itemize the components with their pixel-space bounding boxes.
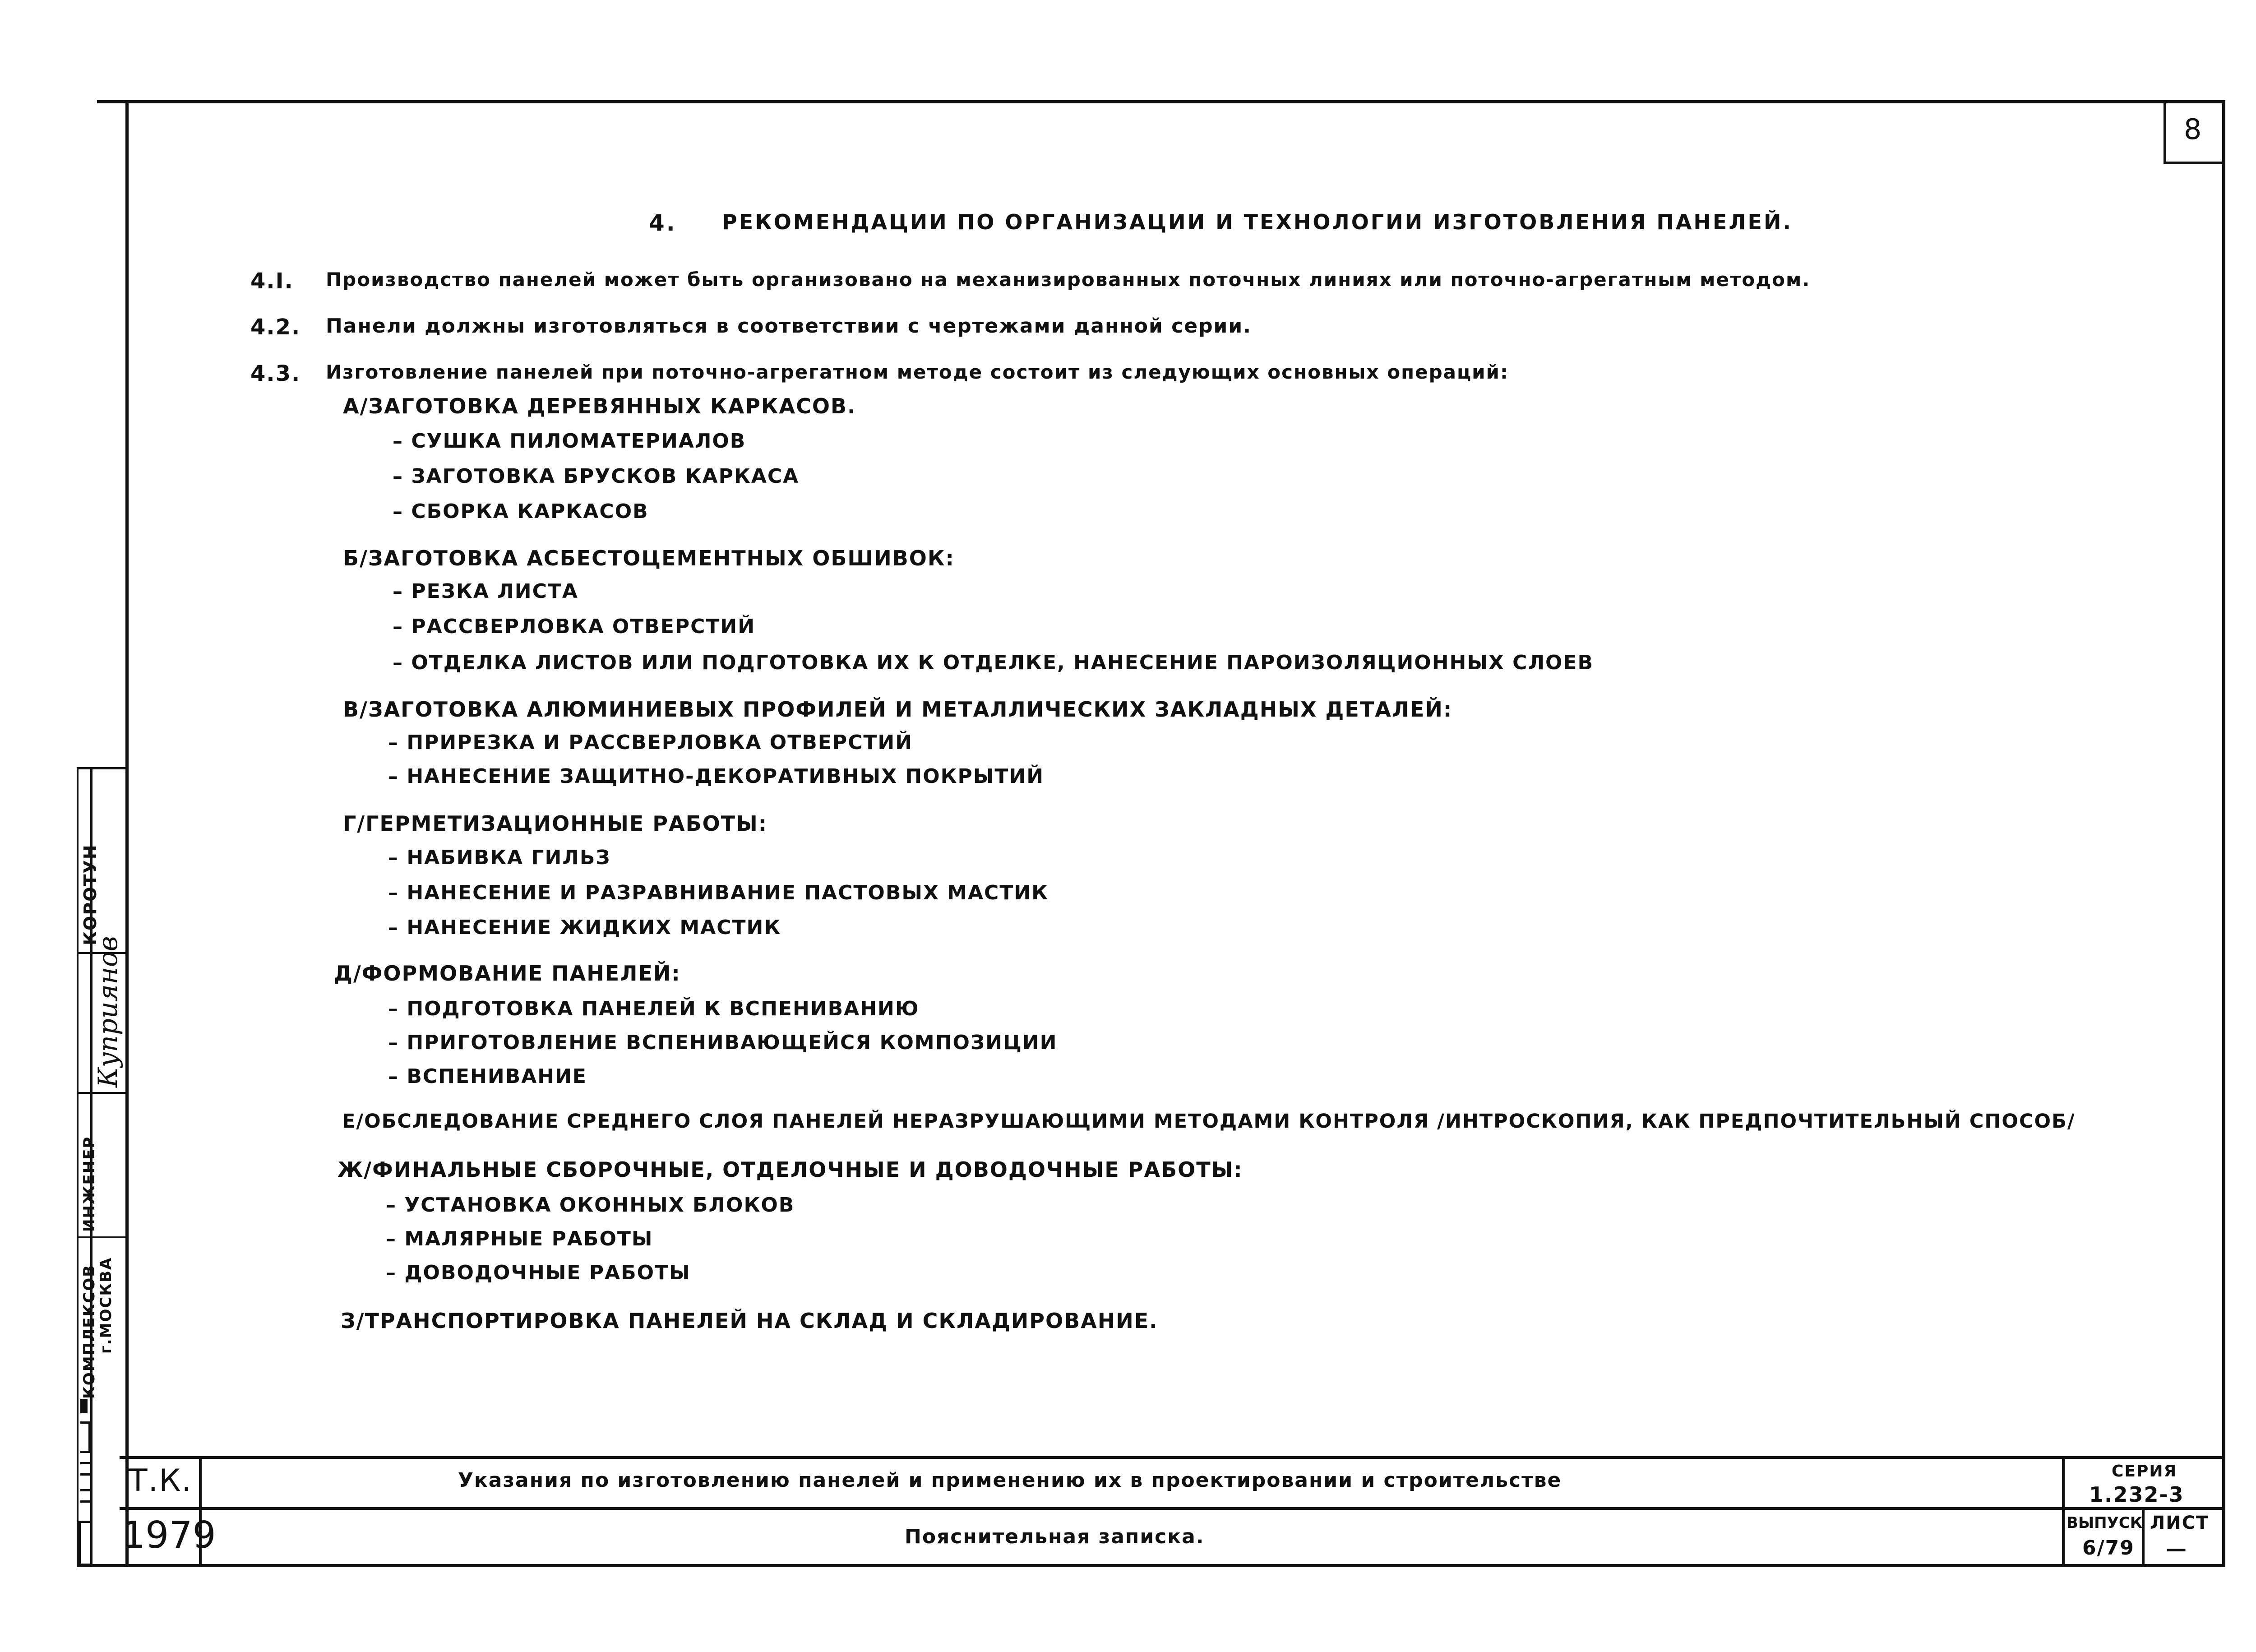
operation-b-item-2: – РАССВЕРЛОВКА ОТВЕРСТИЙ (393, 615, 756, 638)
operation-a-label: А/ЗАГОТОВКА ДЕРЕВЯННЫХ КАРКАСОВ. (343, 394, 856, 418)
operation-a-item-2: – ЗАГОТОВКА БРУСКОВ КАРКАСА (393, 465, 800, 488)
organization-code: Т.К. (129, 1463, 193, 1499)
stamp-mark-5 (80, 1489, 92, 1491)
sheet-label: ЛИСТ (2150, 1513, 2210, 1533)
operation-z-label: З/ТРАНСПОРТИРОВКА ПАНЕЛЕЙ НА СКЛАД И СКЛАДИРОВАНИЕ. (341, 1309, 1158, 1333)
section-number: 4. (649, 210, 677, 236)
paragraph-4-1-number: 4.I. (250, 268, 294, 294)
stamp-mark-6 (80, 1500, 92, 1503)
operation-g-item-1: – НАБИВКА ГИЛЬЗ (388, 846, 611, 869)
operation-b-label: Б/ЗАГОТОВКА АСБЕСТОЦЕМЕНТНЫХ ОБШИВОК: (343, 546, 955, 570)
stamp-role: ИНЖЕНЕР (80, 1136, 98, 1232)
operation-g-item-3: – НАНЕСЕНИЕ ЖИДКИХ МАСТИК (388, 916, 781, 939)
stamp-outer-line (77, 767, 79, 1567)
stamp-name: КОРОТУН (80, 844, 100, 945)
sheet-value: — (2166, 1536, 2187, 1561)
operation-a-item-1: – СУШКА ПИЛОМАТЕРИАЛОВ (393, 430, 746, 453)
operation-v-item-2: – НАНЕСЕНИЕ ЗАЩИТНО-ДЕКОРАТИВНЫХ ПОКРЫТИЙ (388, 765, 1045, 788)
stamp-mark-2 (80, 1421, 91, 1453)
stamp-mark-1 (80, 1399, 88, 1413)
paragraph-4-2-text: Панели должны изготовляться в соответствии с чертежами данной серии. (326, 315, 1252, 338)
operation-g-label: Г/ГЕРМЕТИЗАЦИОННЫЕ РАБОТЫ: (343, 811, 768, 836)
operation-d-item-2: – ПРИГОТОВЛЕНИЕ ВСПЕНИВАЮЩЕЙСЯ КОМПОЗИЦИИ (388, 1031, 1058, 1054)
operation-b-item-3: – ОТДЕЛКА ЛИСТОВ ИЛИ ПОДГОТОВКА ИХ К ОТДЕЛКЕ, НАНЕСЕНИЕ ПАРОИЗОЛЯЦИОННЫХ СЛОЕВ (393, 651, 1594, 674)
operation-v-item-1: – ПРИРЕЗКА И РАССВЕРЛОВКА ОТВЕРСТИЙ (388, 731, 913, 754)
sheet-number: 8 (2184, 113, 2203, 146)
operation-e-label: Е/ОБСЛЕДОВАНИЕ СРЕДНЕГО СЛОЯ ПАНЕЛЕЙ НЕРАЗРУШАЮЩИМИ МЕТОДАМИ КОНТРОЛЯ /ИНТРОСКОПИЯ, КАК ПРЕДПОЧТИТЕЛЬНЫЙ СПОСОБ/ (342, 1110, 2076, 1133)
title-block-divider-2 (2062, 1456, 2065, 1567)
issue-label: ВЫПУСК (2066, 1514, 2143, 1532)
operation-d-item-1: – ПОДГОТОВКА ПАНЕЛЕЙ К ВСПЕНИВАНИЮ (388, 997, 920, 1020)
document-subtitle: Пояснительная записка. (905, 1525, 1205, 1548)
frame-bottom-line (77, 1564, 2225, 1567)
document-title: Указания по изготовлению панелей и применению их в проектировании и строительстве (458, 1469, 1562, 1492)
stamp-organization: КОМПЛЕКСОВ (80, 1264, 98, 1399)
stamp-divider-3 (77, 1236, 129, 1238)
stamp-mark-4 (80, 1473, 92, 1476)
stamp-top-line (77, 767, 129, 769)
operation-zh-item-3: – ДОВОДОЧНЫЕ РАБОТЫ (386, 1261, 691, 1284)
frame-top-line (97, 100, 2224, 103)
operation-zh-label: Ж/ФИНАЛЬНЫЕ СБОРОЧНЫЕ, ОТДЕЛОЧНЫЕ И ДОВОДОЧНЫЕ РАБОТЫ: (337, 1157, 1243, 1182)
operation-v-label: В/ЗАГОТОВКА АЛЮМИНИЕВЫХ ПРОФИЛЕЙ И МЕТАЛЛИЧЕСКИХ ЗАКЛАДНЫХ ДЕТАЛЕЙ: (343, 697, 1453, 722)
title-block-middle-line (120, 1507, 2225, 1510)
operation-d-item-3: – ВСПЕНИВАНИЕ (388, 1065, 587, 1088)
operation-a-item-3: – СБОРКА КАРКАСОВ (393, 500, 649, 523)
year: 1979 (122, 1514, 216, 1557)
stamp-signature: Куприянов (92, 936, 123, 1087)
title-block-top-line (120, 1456, 2225, 1459)
frame-left-line (125, 100, 129, 1567)
operation-d-label: Д/ФОРМОВАНИЕ ПАНЕЛЕЙ: (334, 961, 681, 986)
operation-zh-item-1: – УСТАНОВКА ОКОННЫХ БЛОКОВ (386, 1194, 795, 1217)
operation-b-item-1: – РЕЗКА ЛИСТА (393, 580, 578, 603)
issue-value: 6/79 (2082, 1536, 2135, 1559)
stamp-city: г.МОСКВА (97, 1257, 115, 1354)
operation-g-item-2: – НАНЕСЕНИЕ И РАЗРАВНИВАНИЕ ПАСТОВЫХ МАСТИК (388, 881, 1049, 904)
paragraph-4-1-text: Производство панелей может быть организовано на механизированных поточных линиях или поточно-агрегатным методом. (326, 268, 1811, 291)
paragraph-4-2-number: 4.2. (250, 315, 301, 340)
series-label: СЕРИЯ (2112, 1462, 2177, 1481)
stamp-mark-7 (79, 1521, 92, 1566)
section-title: РЕКОМЕНДАЦИИ ПО ОРГАНИЗАЦИИ И ТЕХНОЛОГИИ ИЗГОТОВЛЕНИЯ ПАНЕЛЕЙ. (722, 210, 1793, 234)
frame-right-line (2222, 100, 2225, 1567)
stamp-divider-2 (77, 1092, 129, 1094)
series-value: 1.232-3 (2089, 1482, 2184, 1507)
paragraph-4-3-number: 4.3. (250, 361, 301, 386)
stamp-mark-3 (80, 1462, 92, 1464)
operation-zh-item-2: – МАЛЯРНЫЕ РАБОТЫ (386, 1227, 653, 1250)
paragraph-4-3-text: Изготовление панелей при поточно-агрегатном методе состоит из следующих основных операций: (326, 361, 1509, 383)
